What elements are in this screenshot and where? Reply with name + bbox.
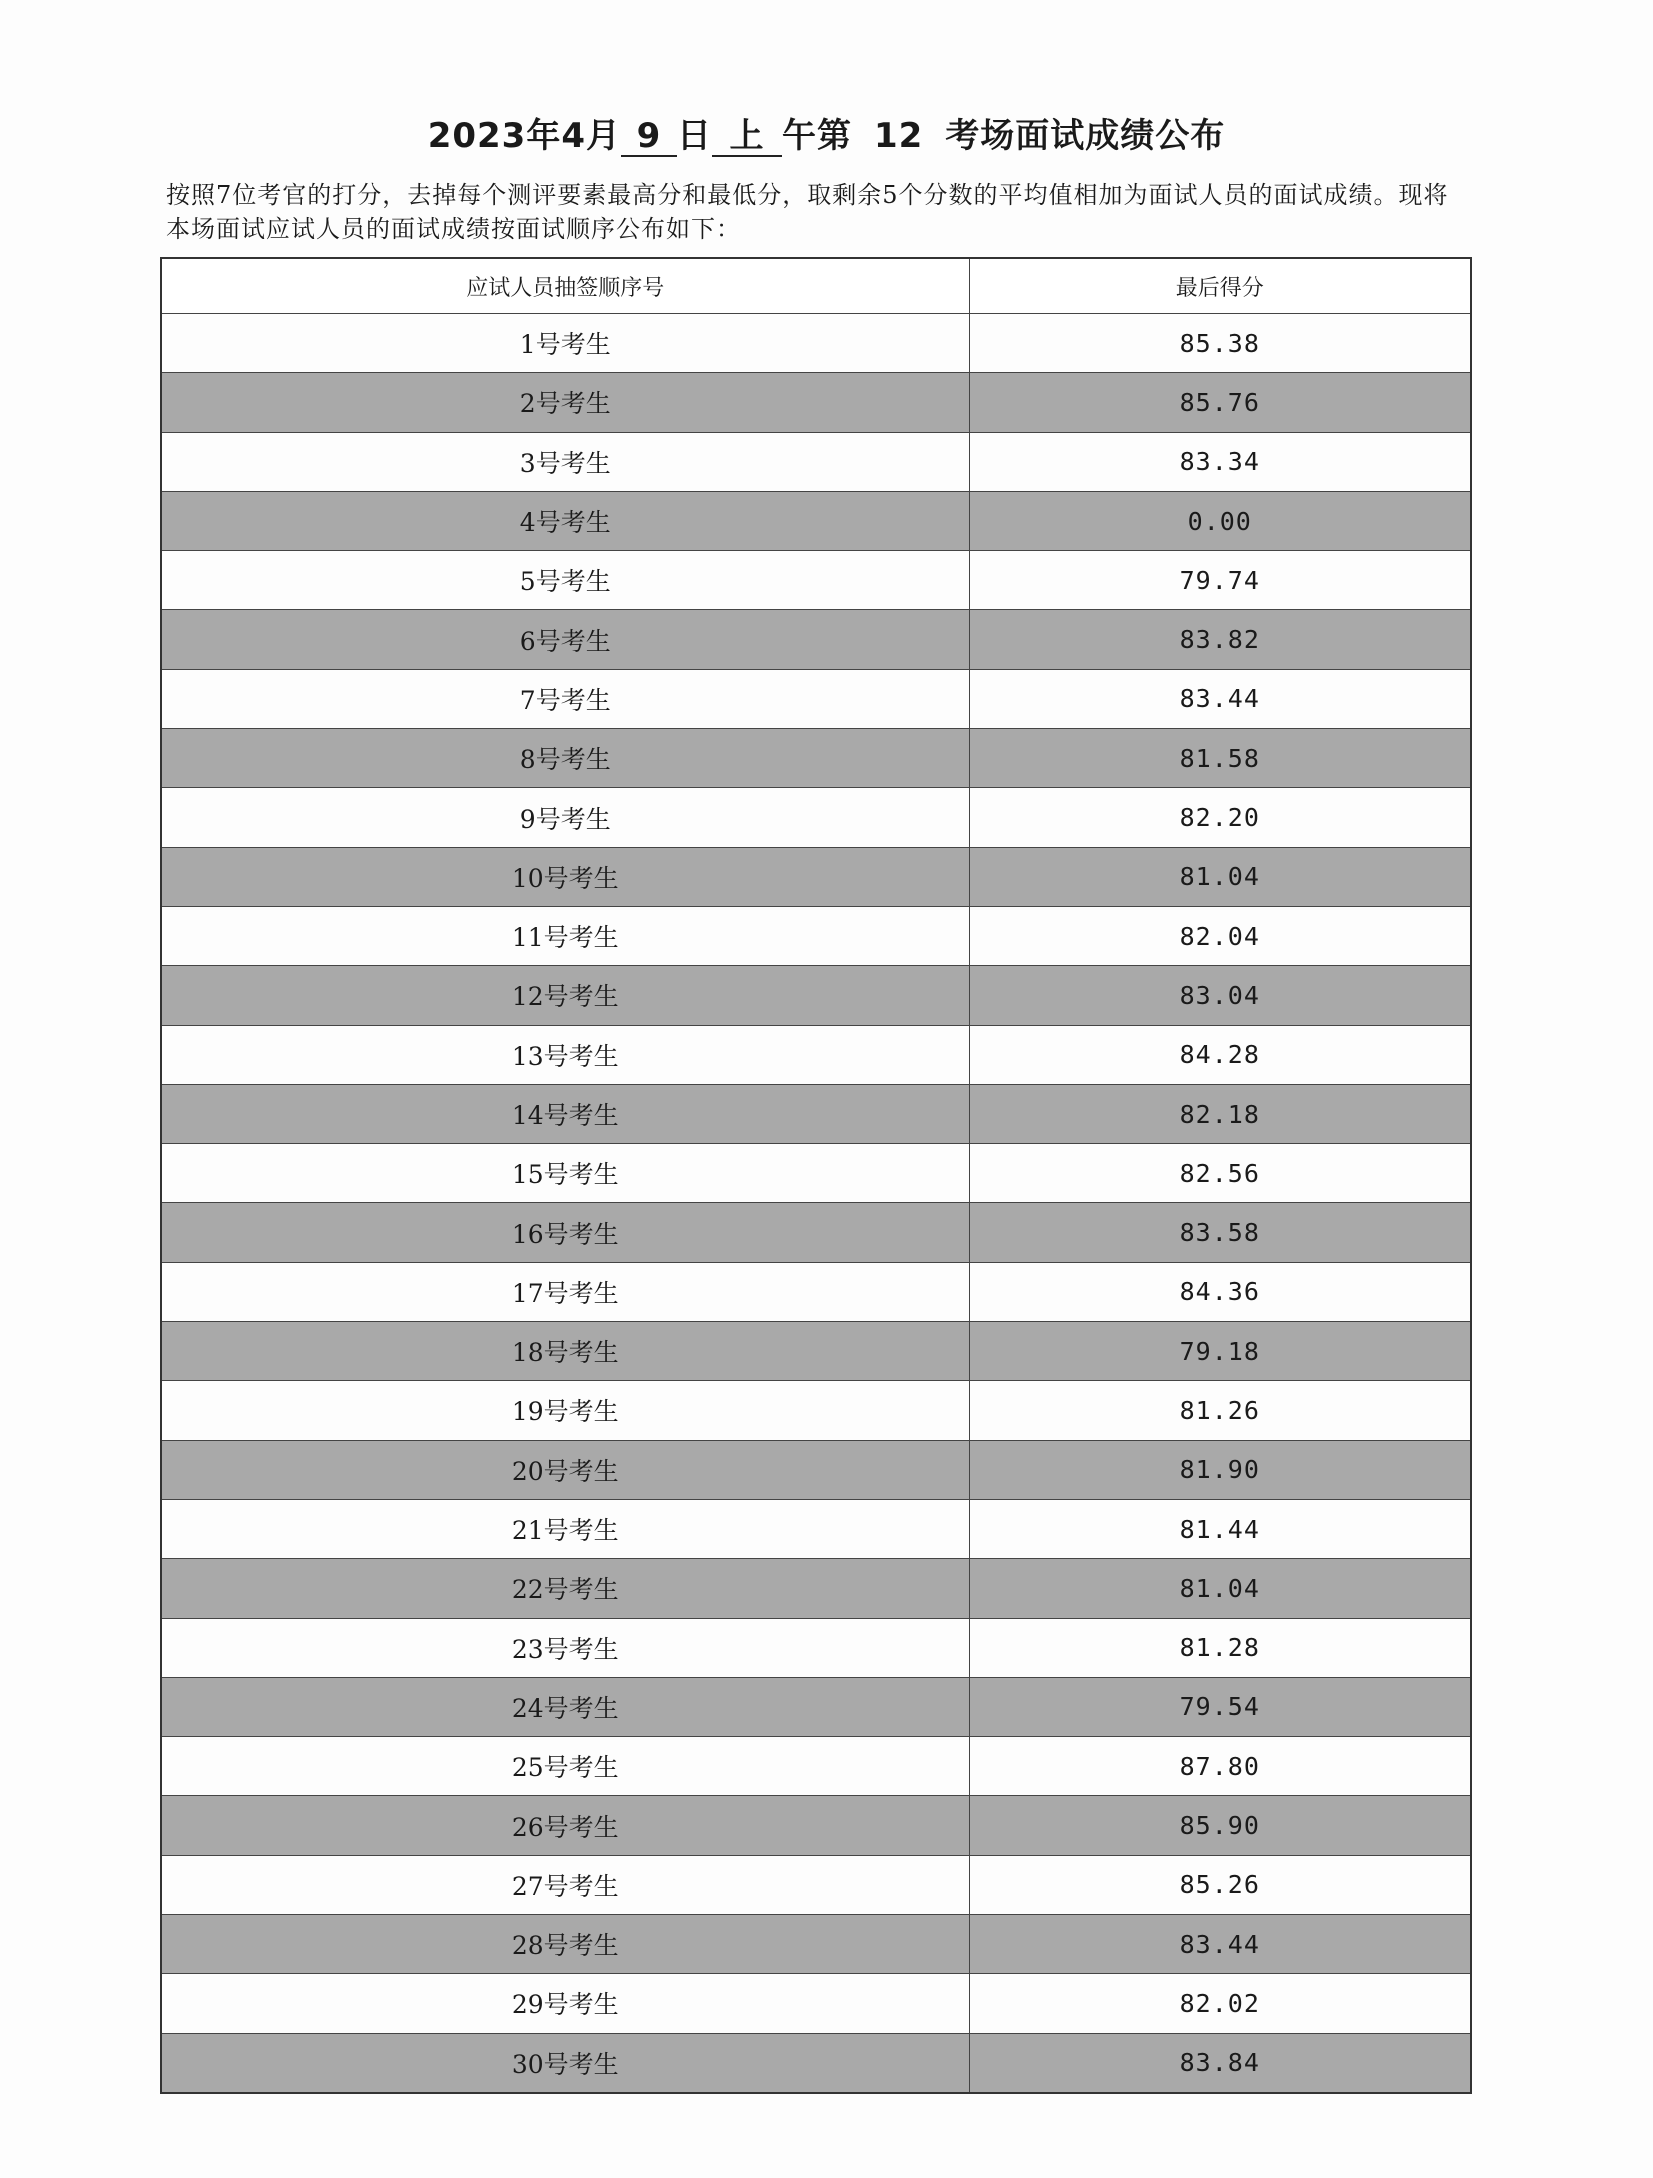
- table-body: [161, 314, 1471, 2093]
- candidate-cell: 30号考生: [161, 2033, 969, 2093]
- candidate-cell: 7号考生: [161, 669, 969, 728]
- candidate-cell: 23号考生: [161, 1618, 969, 1677]
- candidate-cell: 15号考生: [161, 1144, 969, 1203]
- score-cell: 83.34: [969, 432, 1471, 491]
- table-row: [161, 1677, 1471, 1736]
- column-header-candidate: 应试人员抽签顺序号: [161, 258, 969, 314]
- title-ampm: 上: [712, 119, 782, 157]
- candidate-cell: 25号考生: [161, 1737, 969, 1796]
- candidate-cell: 10号考生: [161, 847, 969, 906]
- candidate-cell: 19号考生: [161, 1381, 969, 1440]
- candidate-cell: 1号考生: [161, 314, 969, 373]
- score-cell: 83.82: [969, 610, 1471, 669]
- score-cell: 81.26: [969, 1381, 1471, 1440]
- candidate-cell: 12号考生: [161, 966, 969, 1025]
- table-row: [161, 729, 1471, 788]
- title-suffix: 考场面试成绩公布: [945, 116, 1226, 156]
- score-cell: 83.84: [969, 2033, 1471, 2093]
- candidate-cell: 4号考生: [161, 491, 969, 550]
- score-cell: 82.04: [969, 906, 1471, 965]
- candidate-cell: 5号考生: [161, 551, 969, 610]
- score-cell: 85.90: [969, 1796, 1471, 1855]
- table-row: [161, 373, 1471, 432]
- table-row: [161, 1025, 1471, 1084]
- table-row: [161, 1262, 1471, 1321]
- candidate-cell: 27号考生: [161, 1855, 969, 1914]
- title-day-unit: 日: [676, 116, 712, 156]
- table-row: [161, 1084, 1471, 1143]
- table-row: [161, 1440, 1471, 1499]
- table-row: [161, 314, 1471, 373]
- candidate-cell: 26号考生: [161, 1796, 969, 1855]
- title-room-number: 12: [873, 116, 924, 156]
- table-row: [161, 610, 1471, 669]
- score-cell: 0.00: [969, 491, 1471, 550]
- candidate-cell: 29号考生: [161, 1974, 969, 2033]
- table-row: [161, 1618, 1471, 1677]
- title-date-prefix: 2023年4月: [427, 116, 621, 156]
- score-cell: 85.26: [969, 1855, 1471, 1914]
- table-row: [161, 1381, 1471, 1440]
- candidate-cell: 16号考生: [161, 1203, 969, 1262]
- score-cell: 83.58: [969, 1203, 1471, 1262]
- score-cell: 83.44: [969, 669, 1471, 728]
- candidate-cell: 13号考生: [161, 1025, 969, 1084]
- table-row: [161, 847, 1471, 906]
- score-cell: 82.18: [969, 1084, 1471, 1143]
- column-header-score: 最后得分: [969, 258, 1471, 314]
- score-cell: 79.74: [969, 551, 1471, 610]
- table-row: [161, 432, 1471, 491]
- table-row: [161, 1915, 1471, 1974]
- table-row: [161, 1796, 1471, 1855]
- title-day: 9: [621, 119, 677, 157]
- score-cell: 81.04: [969, 847, 1471, 906]
- candidate-cell: 18号考生: [161, 1322, 969, 1381]
- score-cell: 81.90: [969, 1440, 1471, 1499]
- score-cell: 82.56: [969, 1144, 1471, 1203]
- score-cell: 81.28: [969, 1618, 1471, 1677]
- candidate-cell: 28号考生: [161, 1915, 969, 1974]
- table-row: [161, 2033, 1471, 2093]
- table-row: [161, 491, 1471, 550]
- candidate-cell: 11号考生: [161, 906, 969, 965]
- table-row: [161, 906, 1471, 965]
- score-cell: 82.20: [969, 788, 1471, 847]
- table-row: [161, 1559, 1471, 1618]
- candidate-cell: 20号考生: [161, 1440, 969, 1499]
- score-cell: 84.36: [969, 1262, 1471, 1321]
- table-row: [161, 1855, 1471, 1914]
- score-cell: 81.58: [969, 729, 1471, 788]
- intro-paragraph: 按照7位考官的打分，去掉每个测评要素最高分和最低分，取剩余5个分数的平均值相加为面试人员的面试成绩。现将本场面试应试人员的面试成绩按面试顺序公布如下：: [166, 181, 1449, 243]
- table-row: [161, 1737, 1471, 1796]
- score-cell: 79.18: [969, 1322, 1471, 1381]
- scores-table: [160, 257, 1472, 2094]
- candidate-cell: 14号考生: [161, 1084, 969, 1143]
- table-row: [161, 1144, 1471, 1203]
- table-row: [161, 1974, 1471, 2033]
- score-cell: 85.38: [969, 314, 1471, 373]
- table-header-row: [161, 258, 1471, 314]
- candidate-cell: 8号考生: [161, 729, 969, 788]
- table-row: [161, 669, 1471, 728]
- candidate-cell: 22号考生: [161, 1559, 969, 1618]
- score-cell: 79.54: [969, 1677, 1471, 1736]
- candidate-cell: 2号考生: [161, 373, 969, 432]
- score-cell: 81.04: [969, 1559, 1471, 1618]
- candidate-cell: 24号考生: [161, 1677, 969, 1736]
- table-row: [161, 966, 1471, 1025]
- score-cell: 81.44: [969, 1499, 1471, 1558]
- table-row: [161, 551, 1471, 610]
- table-row: [161, 1499, 1471, 1558]
- table-row: [161, 1322, 1471, 1381]
- title-mid: 午第: [781, 116, 852, 156]
- score-cell: 83.44: [969, 1915, 1471, 1974]
- score-cell: 85.76: [969, 373, 1471, 432]
- table-row: [161, 1203, 1471, 1262]
- score-cell: 84.28: [969, 1025, 1471, 1084]
- table-row: [161, 788, 1471, 847]
- candidate-cell: 9号考生: [161, 788, 969, 847]
- candidate-cell: 21号考生: [161, 1499, 969, 1558]
- candidate-cell: 17号考生: [161, 1262, 969, 1321]
- score-cell: 87.80: [969, 1737, 1471, 1796]
- score-cell: 83.04: [969, 966, 1471, 1025]
- candidate-cell: 3号考生: [161, 432, 969, 491]
- candidate-cell: 6号考生: [161, 610, 969, 669]
- page-title: [0, 108, 1653, 157]
- score-cell: 82.02: [969, 1974, 1471, 2033]
